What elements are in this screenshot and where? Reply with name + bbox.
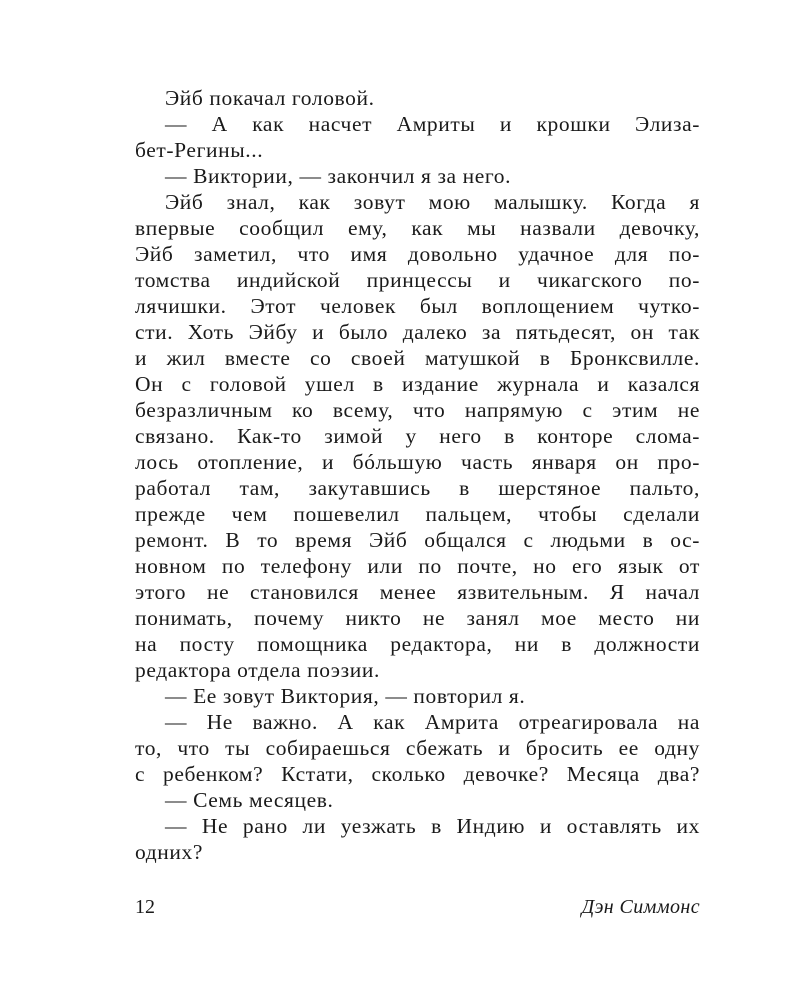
text-line: понимать, почему никто не занял мое место ни xyxy=(135,606,700,630)
text-line: Эйб знал, как зовут мою малышку. Когда я xyxy=(165,190,700,214)
page-footer xyxy=(135,896,700,922)
text-line: Эйб заметил, что имя довольно удачное для по- xyxy=(135,242,700,266)
text-line: прежде чем пошевелил пальцем, чтобы сделали xyxy=(135,502,700,526)
text-line: — Ее зовут Виктория, — повторил я. xyxy=(165,684,526,708)
body-text xyxy=(135,85,700,865)
text-line: с ребенком? Кстати, сколько девочке? Месяца два? xyxy=(135,762,700,786)
text-line: сти. Хоть Эйбу и было далеко за пятьдесят, он так xyxy=(135,320,700,344)
running-author: Дэн Симмонс xyxy=(581,896,700,918)
text-line: бет-Регины... xyxy=(135,138,264,162)
text-line: новном по телефону или по почте, но его язык от xyxy=(135,554,700,578)
text-line: одних? xyxy=(135,840,203,864)
page-number: 12 xyxy=(135,896,155,918)
text-line: безразличным ко всему, что напрямую с этим не xyxy=(135,398,700,422)
text-line: и жил вместе со своей матушкой в Бронксвилле. xyxy=(135,346,700,370)
text-line: Эйб покачал головой. xyxy=(165,86,375,110)
text-line: лось отопление, и бóльшую часть января он про- xyxy=(135,450,700,474)
text-line: ремонт. В то время Эйб общался с людьми в ос- xyxy=(135,528,700,552)
text-line: редактора отдела поэзии. xyxy=(135,658,380,682)
text-line: — А как насчет Амриты и крошки Элиза- xyxy=(165,112,700,136)
text-line: лячишки. Этот человек был воплощением чутко- xyxy=(135,294,700,318)
text-line: — Виктории, — закончил я за него. xyxy=(165,164,512,188)
text-line: впервые сообщил ему, как мы назвали девочку, xyxy=(135,216,700,240)
text-line: связано. Как-то зимой у него в конторе слома- xyxy=(135,424,700,448)
text-line: то, что ты собираешься сбежать и бросить ее одну xyxy=(135,736,700,760)
text-line: — Семь месяцев. xyxy=(165,788,334,812)
text-line: томства индийской принцессы и чикагского по- xyxy=(135,268,700,292)
text-line: — Не рано ли уезжать в Индию и оставлять их xyxy=(165,814,700,838)
text-line: Он с головой ушел в издание журнала и казался xyxy=(135,372,700,396)
text-line: на посту помощника редактора, ни в должности xyxy=(135,632,700,656)
text-line: этого не становился менее язвительным. Я начал xyxy=(135,580,700,604)
text-line: — Не важно. А как Амрита отреагировала на xyxy=(165,710,700,734)
text-line: работал там, закутавшись в шерстяное пальто, xyxy=(135,476,700,500)
